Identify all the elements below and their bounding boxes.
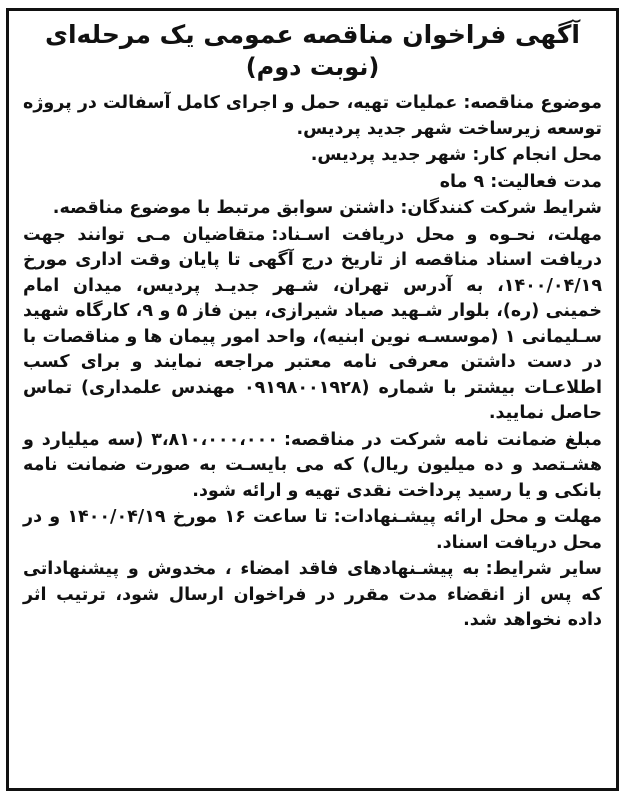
section-label: مبلغ ضمانت نامه شرکت در مناقصه: — [283, 429, 603, 450]
section-text: متقاضیان مـی توانند جهت دریافت اسناد مناقصه از تاریخ درج آگهی تا پایان وقت اداری مورخ ۱۴۰۰/۰۴/۱۹، به آدرس تهران، شـهر جدیـد پردیس، میدان امام خمینی (ره)، بلوار شـهید صیاد شیرازی، بین فاز ۵ و ۹، کارگاه شهید سـلیمانی ۱ (موسسـه نوین ابنیه)، واحد امور پیمان ها و مناقصات با در دست داشتن معرفی نامه معتبر مراجعه نمایند و برای کسب اطلاعـات بیشتر با شماره (۰۹۱۹۸۰۰۱۹۲۸ مهندس علمداری) تماس حاصل نمایید. — [23, 224, 603, 423]
section-label: مدت فعالیت: — [490, 171, 602, 192]
notice-title: آگهی فراخوان مناقصه عمومی یک مرحله‌ای — [45, 20, 580, 49]
section-location — [23, 143, 602, 169]
section-text: عملیات تهیه، حمل و اجرای کامل آسفالت در پروژه توسعه زیرساخت شهر جدید پردیس. — [23, 93, 602, 139]
section-proposal-deadline — [23, 505, 602, 556]
section-guarantee-amount — [23, 428, 602, 505]
section-label: مهلت و محل ارائه پیشـنهادات: — [333, 507, 602, 527]
section-text: به پیشـنهادهای فاقد امضاء ، مخدوش و پیشنهاداتی که پس از انقضاء مدت مقرر در فراخوان ارسال شود، ترتیب اثر داده نخواهد شد. — [23, 559, 602, 630]
section-text: تا ساعت ۱۶ مورخ ۱۴۰۰/۰۴/۱۹ و در محل دریافت اسناد. — [23, 507, 602, 553]
section-label: مهلت، نحـوه و محل دریافت اسـناد: — [271, 224, 602, 245]
section-label: سایر شرایط: — [485, 559, 603, 579]
section-text: شهر جدید پردیس. — [310, 145, 467, 165]
section-label: شرایط شرکت کنندگان: — [400, 198, 602, 218]
section-label: موضوع مناقصه: — [463, 93, 602, 113]
section-text: ۹ ماه — [439, 171, 485, 192]
section-document-receipt — [23, 223, 602, 427]
section-subject — [23, 91, 602, 142]
section-label: محل انجام کار: — [472, 145, 602, 165]
notice-subtitle: (نوبت دوم) — [245, 53, 380, 81]
section-text: ۳،۸۱۰،۰۰۰،۰۰۰ (سه میلیارد و هشـتصد و ده میلیون ریال) که می بایسـت به صورت ضمانت نامه بانکی و یا رسید پرداخت نقدی تهیه و ارائه شود. — [23, 429, 602, 501]
section-duration — [23, 170, 602, 196]
section-participant-conditions — [23, 196, 602, 222]
section-other-conditions — [23, 557, 602, 634]
tender-notice — [6, 8, 619, 791]
section-text: داشتن سوابق مرتبط با موضوع مناقصه. — [52, 198, 395, 218]
